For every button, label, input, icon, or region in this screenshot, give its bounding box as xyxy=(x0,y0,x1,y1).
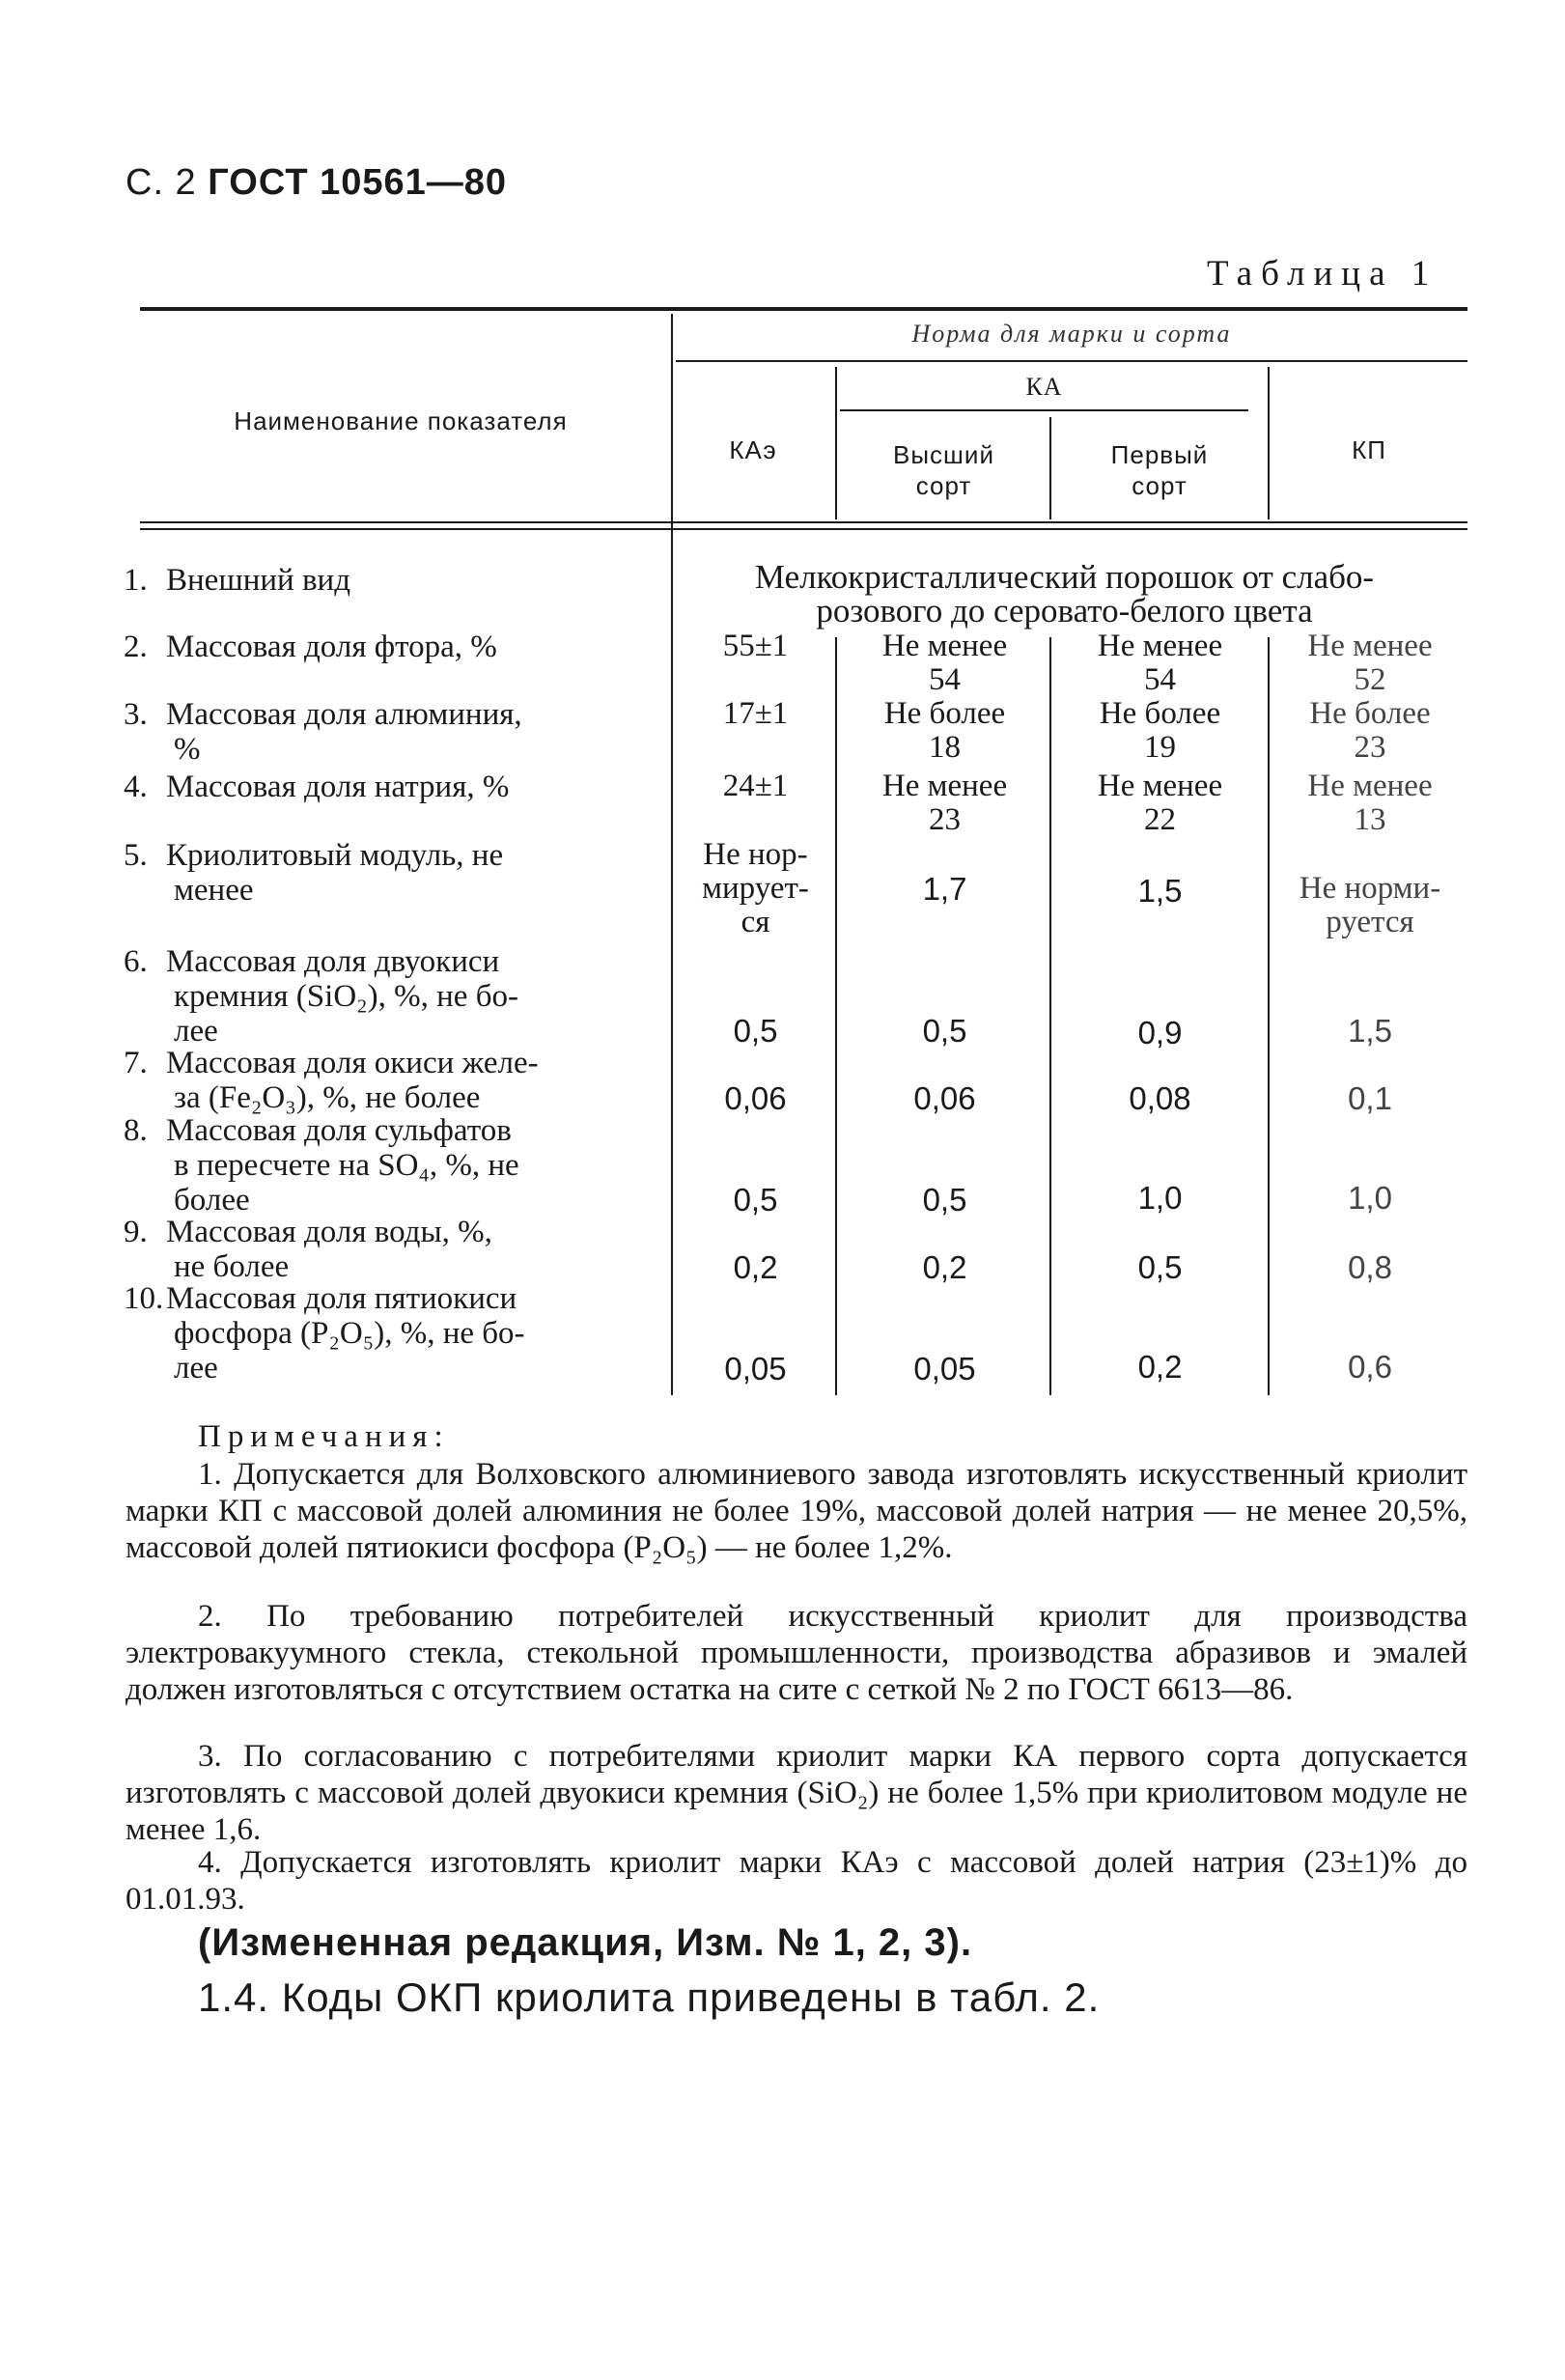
cell-kae xyxy=(676,838,835,939)
cell-kp xyxy=(1272,1250,1467,1284)
row-name-line: Массовая доля пятиокиси xyxy=(166,1281,517,1316)
cell-kae xyxy=(676,697,835,731)
cell-ka-high xyxy=(840,1014,1049,1048)
cell-line: 0,2 xyxy=(1137,1349,1183,1385)
row-num: 5. xyxy=(124,838,148,873)
cell-line: Не менее xyxy=(881,629,1008,663)
cell-line: Не норми- xyxy=(1299,871,1441,906)
cell-ka-high xyxy=(840,1250,1049,1284)
column-header-norm: Норма для марки и сорта xyxy=(911,320,1232,348)
row-name-line: % xyxy=(174,732,201,767)
row-num: 10. xyxy=(124,1281,164,1316)
cell-line: 0,8 xyxy=(1348,1249,1392,1285)
cell-line: 0,05 xyxy=(913,1351,976,1386)
cell-line: 1,7 xyxy=(922,871,967,907)
cell-line: Не менее xyxy=(881,769,1008,803)
cell-kp xyxy=(1272,1181,1467,1215)
row-name-7 xyxy=(124,1046,650,1115)
cell-ka-high xyxy=(840,872,1049,906)
page-header xyxy=(126,162,507,204)
cell-line: 0,5 xyxy=(1137,1249,1183,1285)
cell-line: 1,5 xyxy=(1348,1013,1392,1049)
cell-line: 17±1 xyxy=(722,696,789,731)
cell-ka-high xyxy=(840,770,1049,837)
row-name-line: Массовая доля двуокиси xyxy=(166,944,500,979)
cell-line: 54 xyxy=(929,662,961,697)
cell-line: Не более xyxy=(1099,696,1221,731)
cell-line: 0,2 xyxy=(922,1249,967,1285)
column-header-kp: КП xyxy=(1352,435,1386,464)
cell-kp xyxy=(1272,697,1467,765)
row-name-9 xyxy=(124,1215,650,1284)
cell-line: 0,6 xyxy=(1348,1349,1392,1385)
cell-line: 1,0 xyxy=(1137,1180,1183,1216)
cell-ka-high xyxy=(840,1352,1049,1386)
row-name-line: кремния (SiO₂), %, не бо- xyxy=(174,979,518,1014)
cell-line: 0,1 xyxy=(1348,1080,1392,1116)
row-name-line: Массовая доля натрия, % xyxy=(166,770,510,804)
document-code: ГОСТ 10561—80 xyxy=(208,162,508,203)
row-name-line: Внешний вид xyxy=(166,563,350,598)
column-divider-ka-body xyxy=(1049,637,1051,1395)
cell-line: 23 xyxy=(929,802,961,837)
cell-ka-first xyxy=(1052,630,1268,697)
column-header-kae: КАэ xyxy=(729,435,777,464)
cell-kp xyxy=(1272,770,1467,837)
cell-kp xyxy=(1272,630,1467,697)
row-name-5 xyxy=(124,838,650,908)
amendment-note: (Измененная редакция, Изм. № 1, 2, 3). xyxy=(198,1921,973,1964)
cell-kae xyxy=(676,1081,835,1115)
cell-line: 0,05 xyxy=(724,1351,787,1386)
appearance-line-2: розового до серовато-белого цвета xyxy=(816,592,1313,630)
row-name-line: Массовая доля окиси желе- xyxy=(166,1046,539,1080)
cell-ka-first xyxy=(1052,1250,1268,1284)
cell-line: 19 xyxy=(1144,730,1176,765)
column-header-name: Наименование показателя xyxy=(234,406,568,435)
cell-line: Не менее xyxy=(1097,769,1223,803)
row-name-line: Массовая доля алюминия, xyxy=(166,697,522,732)
cell-kp xyxy=(1272,1014,1467,1048)
cell-line: 0,2 xyxy=(733,1249,778,1285)
note-1: 1. Допускается для Волховского алюминиевого завода изготовлять искусственный криолит марки КП с массовой долей алюминия не более 19%, массовой долей натрия — не менее 20,5%, массовой долей пятиокиси фосфора (P₂O₅) — не более 1,2%. xyxy=(126,1457,1467,1565)
cell-kae xyxy=(676,1352,835,1386)
row-name-6 xyxy=(124,944,650,1049)
row-name-1 xyxy=(124,563,650,598)
ka-first-line-2: сорт xyxy=(1132,471,1188,500)
appearance-value xyxy=(676,560,1453,628)
row-num: 3. xyxy=(124,697,148,732)
cell-line: 55±1 xyxy=(722,629,789,663)
cell-line: 54 xyxy=(1144,662,1176,697)
column-header-ka-first xyxy=(1052,439,1267,501)
cell-kae xyxy=(676,630,835,663)
cell-ka-high xyxy=(840,630,1049,697)
page-number: С. 2 xyxy=(126,162,197,203)
header-bottom-rule xyxy=(140,521,1467,523)
cell-kp xyxy=(1272,1081,1467,1115)
row-name-line: менее xyxy=(174,873,254,908)
ka-high-line-1: Высший xyxy=(893,440,994,469)
cell-line: 52 xyxy=(1354,662,1386,697)
column-divider-ka xyxy=(1049,417,1051,519)
row-num: 8. xyxy=(124,1113,148,1148)
column-divider-kae-body xyxy=(835,637,837,1395)
table-top-rule xyxy=(140,307,1467,311)
row-name-10 xyxy=(124,1281,650,1386)
note-2: 2. По требованию потребителей искусственный криолит для производства электровакуумного стекла, стекольной промышленности, производства абразивов и эмалей должен изготовляться с отсутствием остатка на сите с сеткой № 2 по ГОСТ 6613—86. xyxy=(126,1599,1467,1707)
row-name-8 xyxy=(124,1113,650,1218)
cell-line: мирует- xyxy=(702,871,809,906)
cell-line: Не более xyxy=(1309,696,1431,731)
cell-line: 0,06 xyxy=(724,1080,787,1116)
codes-paragraph: 1.4. Коды ОКП криолита приведены в табл. 2. xyxy=(198,1974,1101,2020)
row-num: 4. xyxy=(124,770,148,804)
cell-line: 0,5 xyxy=(922,1013,967,1049)
cell-line: 0,5 xyxy=(922,1182,967,1218)
cell-line: руется xyxy=(1326,905,1414,939)
row-name-2 xyxy=(124,630,650,664)
row-num: 6. xyxy=(124,944,148,979)
cell-ka-high xyxy=(840,1081,1049,1115)
cell-line: Не менее xyxy=(1097,629,1223,663)
cell-line: 18 xyxy=(929,730,961,765)
row-num: 2. xyxy=(124,630,148,664)
cell-line: 0,06 xyxy=(913,1080,976,1116)
cell-line: ся xyxy=(741,905,770,939)
table-label: Таблица 1 xyxy=(1207,254,1439,294)
cell-line: 22 xyxy=(1144,802,1176,837)
row-num: 1. xyxy=(124,563,148,598)
row-name-line: в пересчете на SO₄, %, не xyxy=(174,1148,519,1183)
ka-underline xyxy=(840,409,1248,411)
cell-line: 0,9 xyxy=(1137,1015,1183,1050)
cell-line: Не менее xyxy=(1307,629,1433,663)
row-name-line: лее xyxy=(174,1351,218,1386)
cell-line: 23 xyxy=(1354,730,1386,765)
cell-kae xyxy=(676,770,835,803)
row-name-line: Массовая доля сульфатов xyxy=(166,1113,512,1148)
cell-line: 13 xyxy=(1354,802,1386,837)
row-name-line: за (Fe₂O₃), %, не более xyxy=(174,1080,481,1115)
ka-first-line-1: Первый xyxy=(1110,440,1209,469)
cell-ka-first xyxy=(1052,1350,1268,1384)
row-name-line: Криолитовый модуль, не xyxy=(166,838,504,873)
cell-kae xyxy=(676,1014,835,1048)
row-name-line: фосфора (P₂O₅), %, не бо- xyxy=(174,1316,525,1351)
cell-kp xyxy=(1272,1350,1467,1384)
row-num: 7. xyxy=(124,1046,148,1080)
column-header-ka: КА xyxy=(1025,373,1063,401)
column-divider-kae xyxy=(835,367,837,519)
cell-line: 1,0 xyxy=(1348,1180,1392,1216)
note-3: 3. По согласованию с потребителями криолит марки КА первого сорта допускается изготовлять с массовой долей двуокиси кремния (SiO₂) не более 1,5% при криолитовом модуле не менее 1,6. xyxy=(126,1739,1467,1847)
row-name-line: не более xyxy=(174,1249,290,1284)
cell-kae xyxy=(676,1183,835,1217)
column-divider-kp xyxy=(1268,367,1270,519)
column-divider-name xyxy=(671,314,673,1395)
cell-ka-first xyxy=(1052,874,1268,908)
appearance-line-1: Мелкокристаллический порошок от слабо- xyxy=(754,558,1375,596)
cell-line: Не более xyxy=(883,696,1006,731)
cell-line: 0,5 xyxy=(733,1013,778,1049)
cell-ka-first xyxy=(1052,697,1268,765)
cell-ka-first xyxy=(1052,770,1268,837)
cell-ka-high xyxy=(840,697,1049,765)
cell-kae xyxy=(676,1250,835,1284)
cell-line: Не менее xyxy=(1307,769,1433,803)
column-divider-kp-body xyxy=(1268,637,1270,1395)
header-bottom-rule-2 xyxy=(140,528,1467,530)
cell-ka-high xyxy=(840,1183,1049,1217)
row-num: 9. xyxy=(124,1215,148,1249)
note-4: 4. Допускается изготовлять криолит марки КАэ с массовой долей натрия (23±1)% до 01.01.93. xyxy=(126,1845,1467,1917)
row-name-line: Массовая доля воды, %, xyxy=(166,1215,492,1249)
column-header-ka-high xyxy=(840,439,1048,501)
cell-ka-first xyxy=(1052,1081,1268,1115)
notes-heading: Примечания: xyxy=(198,1419,450,1454)
cell-line: 24±1 xyxy=(722,769,789,803)
norm-underline xyxy=(676,360,1467,362)
cell-ka-first xyxy=(1052,1016,1268,1050)
cell-line: 0,08 xyxy=(1129,1080,1191,1116)
cell-line: Не нор- xyxy=(703,837,808,872)
cell-kp xyxy=(1272,872,1467,939)
row-name-line: лее xyxy=(174,1014,218,1049)
row-name-line: Массовая доля фтора, % xyxy=(166,630,497,664)
row-name-4 xyxy=(124,770,650,804)
ka-high-line-2: сорт xyxy=(915,471,972,500)
cell-line: 1,5 xyxy=(1137,873,1183,909)
cell-line: 0,5 xyxy=(733,1182,778,1218)
row-name-3 xyxy=(124,697,650,767)
cell-ka-first xyxy=(1052,1181,1268,1215)
row-name-line: более xyxy=(174,1183,250,1218)
